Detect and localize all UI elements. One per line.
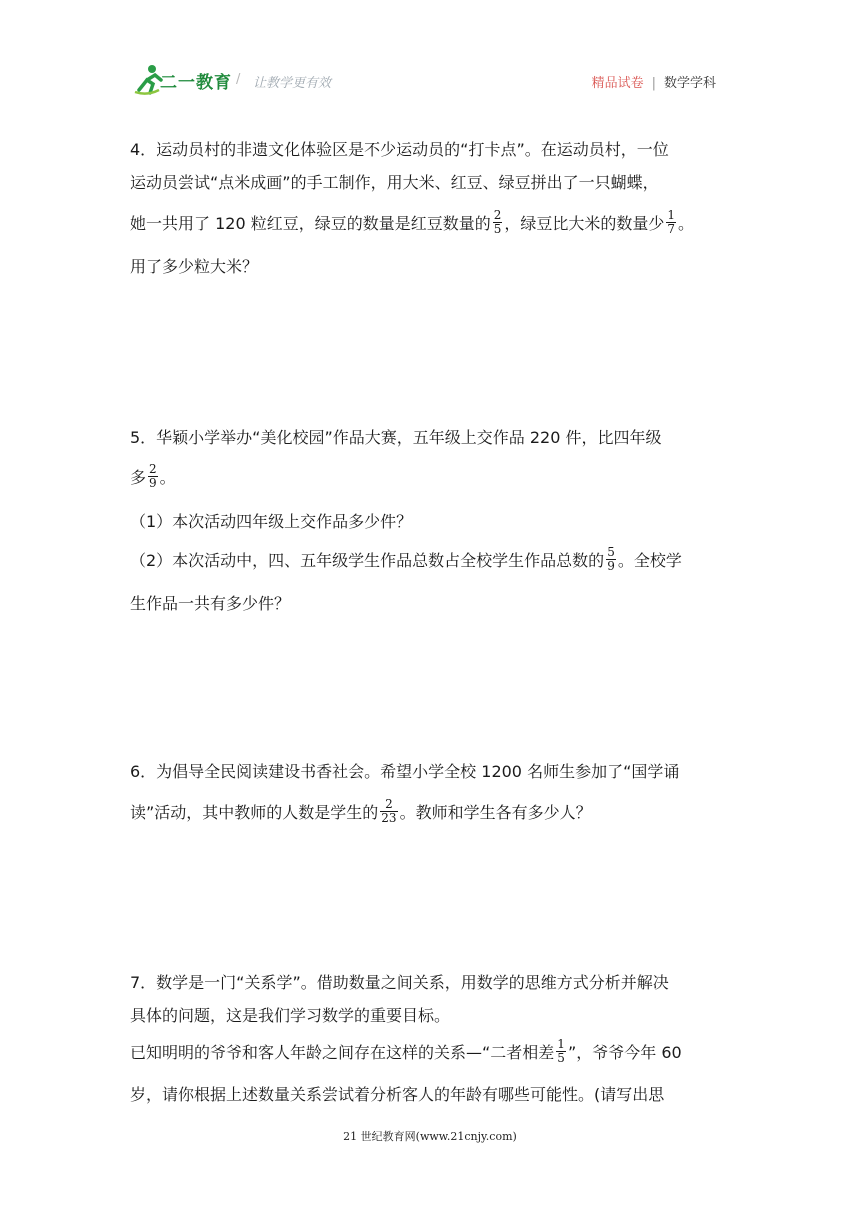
denominator: 23: [381, 811, 397, 825]
q5-line-1: 5．华颖小学举办“美化校园”作品大赛，五年级上交作品 220 件，比四年级: [130, 428, 662, 447]
numerator: 1: [667, 208, 676, 222]
q5-text: （2）本次活动中，四、五年级学生作品总数占全校学生作品总数的: [130, 551, 605, 570]
q7-line-2: 具体的问题，这是我们学习数学的重要目标。: [130, 1006, 451, 1025]
denominator: 5: [493, 222, 502, 236]
q5-text: 。: [159, 468, 176, 487]
q5-line-4: [130, 544, 682, 577]
q7-text: 已知明明的爷爷和客人年龄之间存在这样的关系—“二者相差: [130, 1043, 555, 1062]
fraction: [493, 209, 503, 236]
q4-text: 。: [678, 214, 695, 233]
q4-line-2: 运动员尝试“点米成画”的手工制作，用大米、红豆、绿豆拼出了一只蝴蝶，: [130, 173, 659, 192]
q7-line-1: 7．数学是一门“关系学”。借助数量之间关系，用数学的思维方式分析并解决: [130, 973, 669, 992]
q4-line-1: 4．运动员村的非遗文化体验区是不少运动员的“打卡点”。在运动员村，一位: [130, 140, 669, 159]
q5-line-5: 生作品一共有多少件？: [130, 594, 291, 613]
q6-text: 读”活动，其中教师的人数是学生的: [130, 803, 379, 822]
page-footer: 21 世纪教育网(www.21cnjy.com): [343, 1130, 517, 1143]
q4-line-4: 用了多少粒大米？: [130, 257, 259, 276]
denominator: 5: [557, 1051, 565, 1065]
denominator: 9: [149, 476, 157, 490]
fraction: [148, 463, 158, 490]
denominator: 7: [667, 222, 676, 236]
q4-line-3: [130, 207, 694, 240]
premium-label: 精品试卷: [591, 76, 644, 91]
numerator: 2: [149, 462, 157, 476]
fraction: [666, 209, 676, 236]
numerator: 5: [607, 545, 615, 559]
q4-text: ，绿豆比大米的数量少: [504, 214, 665, 233]
subject-label: 数学学科: [663, 76, 716, 91]
numerator: 2: [380, 798, 397, 812]
denominator: 9: [607, 559, 615, 573]
q7-text: ”，爷爷今年 60: [567, 1043, 682, 1062]
q5-text: 多: [130, 468, 147, 487]
q7-line-3: [130, 1036, 682, 1069]
numerator: 1: [557, 1037, 565, 1051]
header-divider: |: [651, 76, 656, 91]
q4-text: 她一共用了 120 粒红豆，绿豆的数量是红豆数量的: [130, 214, 491, 233]
q5-line-2: [130, 461, 176, 494]
page-header: [0, 0, 860, 110]
q6-line-1: 6．为倡导全民阅读建设书香社会。希望小学全校 1200 名师生参加了“国学诵: [130, 762, 680, 781]
slogan: 让教学更有效: [253, 76, 332, 91]
q5-text: 。全校学: [617, 551, 682, 570]
slogan-separator: /: [236, 72, 241, 87]
q6-line-2: [130, 796, 592, 829]
brand-name: 二一教育: [160, 73, 232, 93]
numerator: 2: [493, 208, 502, 222]
header-right: [592, 72, 716, 91]
q6-text: 。教师和学生各有多少人？: [399, 803, 592, 822]
fraction: [380, 798, 397, 825]
q5-line-3: （1）本次活动四年级上交作品多少件？: [130, 512, 413, 531]
q7-line-4: 岁，请你根据上述数量关系尝试着分析客人的年龄有哪些可能性。(请写出思: [130, 1085, 665, 1104]
fraction: [556, 1038, 566, 1065]
fraction: [606, 546, 616, 573]
